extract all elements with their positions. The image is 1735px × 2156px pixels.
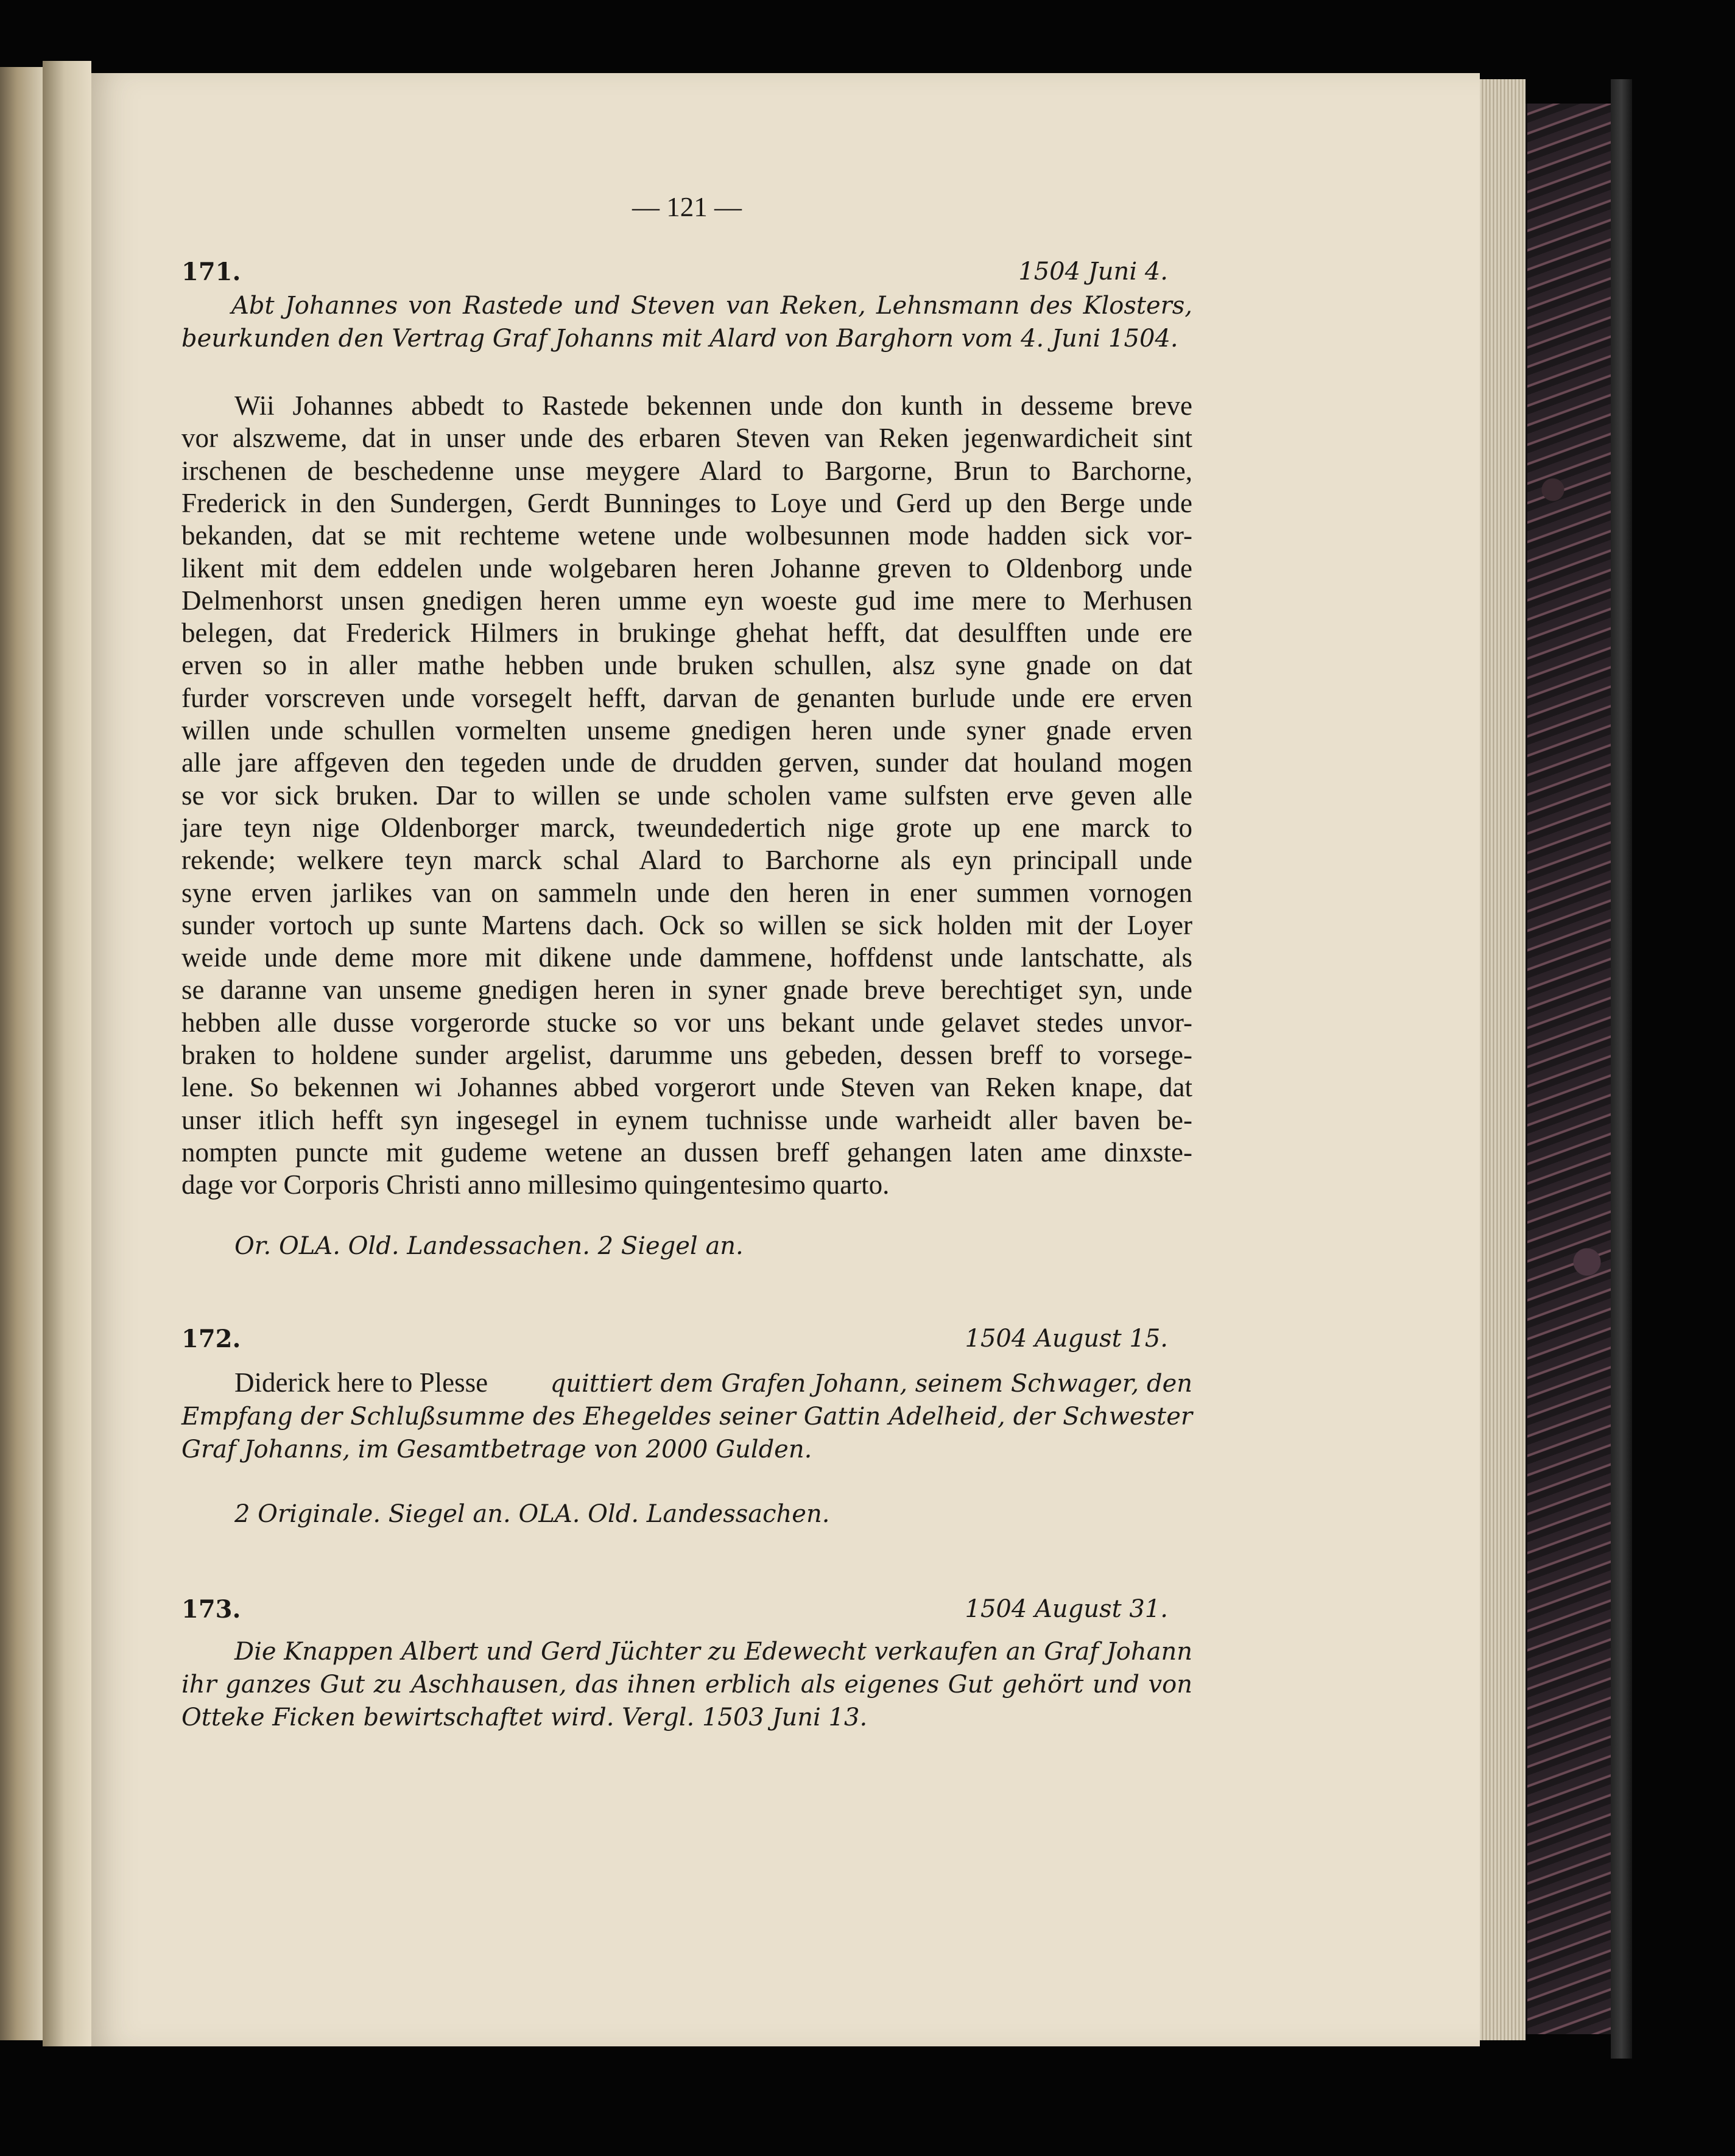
entry-date: 1504 August 31. — [965, 1595, 1168, 1623]
entry-summary-line: Otteke Ficken bewirtschaftet wird. Vergl. 1503 Juni 13. — [181, 1703, 868, 1731]
entry-date: 1504 August 15. — [965, 1325, 1168, 1353]
text-line: belegen, dat Frederick Hilmers in brukinge ghehat hefft, dat desulfften unde ere — [181, 618, 1192, 649]
page-number: — 121 — — [632, 192, 742, 222]
text-line: Delmenhorst unsen gnedigen heren umme eyn woeste gud ime mere to Merhusen — [181, 585, 1192, 616]
text-line: weide unde deme more mit dikene unde dammene, hoffdenst unde lantschatte, als — [181, 942, 1192, 973]
text-line: likent mit dem eddelen unde wolgebaren heren Johanne greven to Oldenborg unde — [181, 552, 1192, 583]
entry-summary-line: beurkunden den Vertrag Graf Johanns mit Alard von Barghorn vom 4. Juni 1504. — [181, 325, 1178, 353]
text-line: syne erven jarlikes van on sammeln unde den heren in ener summen vornogen — [181, 877, 1192, 908]
text-line: lene. So bekennen wi Johannes abbed vorgerort unde Steven van Reken knape, dat — [181, 1072, 1192, 1103]
text-line: unser itlich hefft syn ingesegel in eynem tuchnisse unde warheidt aller baven be- — [181, 1104, 1192, 1135]
entry-source: Or. OLA. Old. Landessachen. 2 Siegel an. — [234, 1232, 744, 1260]
entry-number: 171. — [181, 258, 241, 286]
entry-summary-line: quittiert dem Grafen Johann, seinem Schwager, den — [550, 1370, 1192, 1398]
entry-summary-line: ihr ganzes Gut zu Aschhausen, das ihnen erblich als eigenes Gut gehört und von — [181, 1671, 1192, 1699]
text-line: irschenen de beschedenne unse meygere Alard to Bargorne, Brun to Barchorne, — [181, 455, 1192, 486]
page-edges — [1480, 79, 1526, 2040]
entry-source: 2 Originale. Siegel an. OLA. Old. Landessachen. — [234, 1500, 830, 1528]
text-line: sunder vortoch up sunte Martens dach. Ock so willen se sick holden mit der Loyer — [181, 909, 1192, 940]
text-line: Frederick in den Sundergen, Gerdt Bunninges to Loye und Gerd up den Berge unde — [181, 487, 1192, 518]
entry-date: 1504 Juni 4. — [1018, 258, 1168, 286]
text-line: hebben alle dusse vorgerorde stucke so vor uns bekant unde gelavet stedes unvor- — [181, 1007, 1192, 1038]
text-line: rekende; welkere teyn marck schal Alard to Barchorne als eyn principall unde — [181, 845, 1192, 876]
left-page-edge — [0, 67, 43, 2040]
text-line: Wii Johannes abbedt to Rastede bekennen unde don kunth in desseme breve — [234, 390, 1192, 421]
text-line: alle jare affgeven den tegeden unde de drudden gerven, sunder dat houland mogen — [181, 747, 1192, 778]
text-line: bekanden, dat se mit rechteme wetene unde wolbesunnen mode hadden sick vor- — [181, 520, 1192, 551]
entry-summary-line: Abt Johannes von Rastede und Steven van Reken, Lehnsmann des Klosters, — [231, 292, 1192, 320]
entry-number: 173. — [181, 1595, 241, 1624]
text-line: furder vorscreven unde vorsegelt hefft, darvan de genanten burlude unde ere erven — [181, 682, 1192, 713]
text-line: vor alszweme, dat in unser unde des erbaren Steven van Reken jegenwardicheit sint — [181, 423, 1192, 454]
book-gutter — [43, 61, 91, 2046]
entry-summary-line: Graf Johanns, im Gesamtbetrage von 2000 Gulden. — [181, 1436, 812, 1464]
entry-summary-line: Empfang der Schlußsumme des Ehegeldes seiner Gattin Adelheid, der Schwester — [181, 1403, 1192, 1431]
entry-summary-line: Die Knappen Albert und Gerd Jüchter zu Edewecht verkaufen an Graf Johann — [234, 1638, 1192, 1666]
text-line: se vor sick bruken. Dar to willen se unde scholen vame sulfsten erve geven alle — [181, 780, 1192, 811]
entry-summary-upright: Diderick here to Plesse — [234, 1367, 488, 1398]
book-binding — [1611, 79, 1632, 2059]
marbled-cover-edge — [1526, 104, 1613, 2034]
text-line: braken to holdene sunder argelist, darumme uns gebeden, dessen breff to vorsege- — [181, 1040, 1192, 1070]
text-line: se daranne van unseme gnedigen heren in syner gnade breve berechtiget syn, unde — [181, 974, 1192, 1006]
entry-number: 172. — [181, 1325, 241, 1353]
text-line: willen unde schullen vormelten unseme gnedigen heren unde syner gnade erven — [181, 715, 1192, 745]
text-line: nompten puncte mit gudeme wetene an dussen breff gehangen laten ame dinxste- — [181, 1136, 1192, 1168]
text-line: erven so in aller mathe hebben unde bruken schullen, alsz syne gnade on dat — [181, 650, 1192, 681]
text-line: dage vor Corporis Christi anno millesimo quingentesimo quarto. — [181, 1169, 890, 1200]
text-line: jare teyn nige Oldenborger marck, tweundedertich nige grote up ene marck to — [181, 812, 1192, 843]
